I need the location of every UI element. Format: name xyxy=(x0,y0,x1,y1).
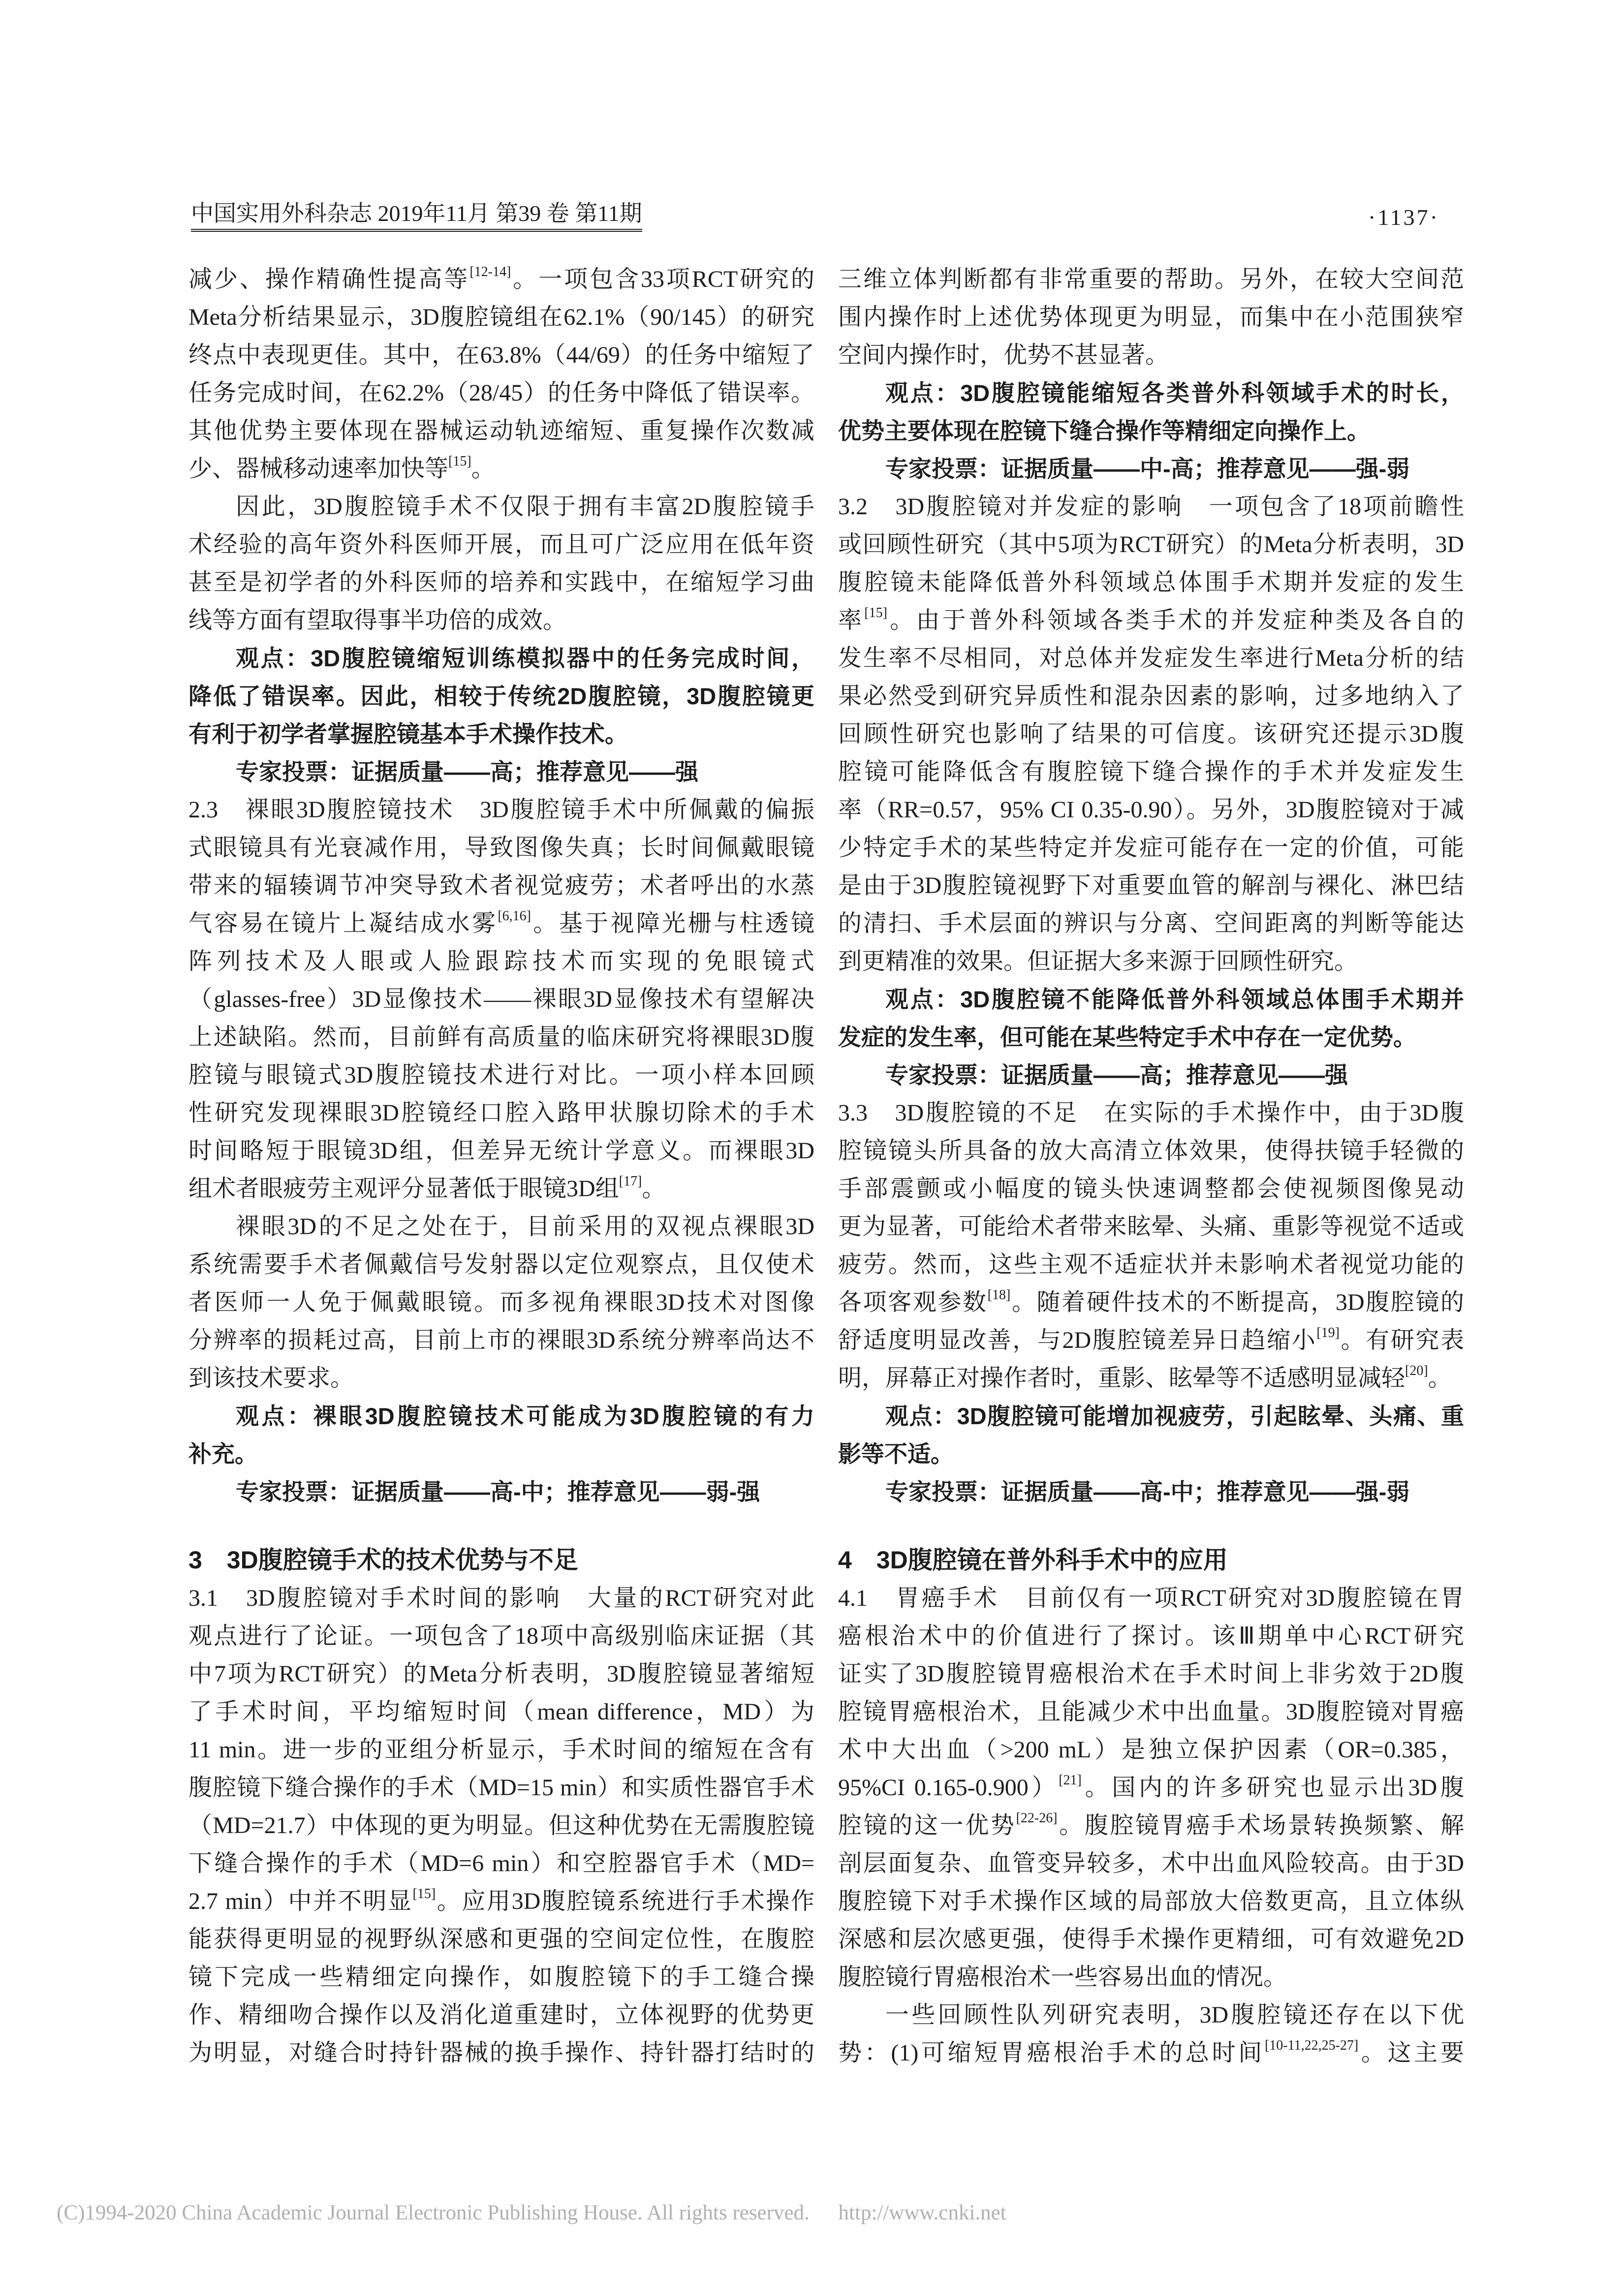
text-line: 腔镜与眼镜式3D腹腔镜技术进行对比。一项小样本回顾 xyxy=(188,1062,814,1088)
text-line: 分辨率的损耗过高，目前上市的裸眼3D系统分辨率尚达不 xyxy=(188,1327,814,1353)
text-line: 腔镜可能降低含有腹腔镜下缝合操作的手术并发症发生 xyxy=(838,759,1464,785)
text-line: 能获得更明显的视野纵深感和更强的空间定位性，在腹腔 xyxy=(188,1926,814,1952)
text-line: 腔镜镜头所具备的放大高清立体效果，使得扶镜手轻微的 xyxy=(838,1138,1464,1164)
text-line: 专家投票：证据质量——高；推荐意见——强 xyxy=(236,759,698,785)
text-line: 优势主要体现在腔镜下缝合操作等精细定向操作上。 xyxy=(838,418,1370,444)
text-line: 专家投票：证据质量——高；推荐意见——强 xyxy=(885,1062,1348,1088)
text-line: 到该技术要求。 xyxy=(188,1365,354,1391)
text-line: 各项客观参数[18]。随着硬件技术的不断提高，3D腹腔镜的 xyxy=(838,1287,1464,1315)
text-line: 带来的辐辏调节冲突导致术者视觉疲劳；术者呼出的水蒸 xyxy=(188,873,814,899)
text-line: 4.1 胃癌手术 目前仅有一项RCT研究对3D腹腔镜在胃 xyxy=(838,1585,1464,1611)
text-line: 甚至是初学者的外科医师的培养和实践中，在缩短学习曲 xyxy=(188,569,814,595)
text-line: 气容易在镜片上凝结成水雾[6,16]。基于视障光栅与柱透镜 xyxy=(188,908,814,936)
text-line: 观点：3D腹腔镜不能降低普外科领域总体围手术期并 xyxy=(885,986,1464,1012)
text-line: 腹腔镜下缝合操作的手术（MD=15 min）和实质性器官手术 xyxy=(188,1775,814,1801)
copyright-notice: (C)1994-2020 China Academic Journal Electronic Publishing House. All rights reserved. xyxy=(57,2201,810,2224)
text-line: 3.2 3D腹腔镜对并发症的影响 一项包含了18项前瞻性 xyxy=(838,494,1464,520)
text-line: 腔镜胃癌根治术，且能减少术中出血量。3D腹腔镜对胃癌 xyxy=(838,1699,1464,1725)
text-line: 中7项为RCT研究）的Meta分析表明，3D腹腔镜显著缩短 xyxy=(188,1661,814,1687)
text-line: 影等不适。 xyxy=(838,1441,954,1467)
text-line: 线等方面有望取得事半功倍的成效。 xyxy=(188,607,567,633)
text-line: 上述缺陷。然而，目前鲜有高质量的临床研究将裸眼3D腹 xyxy=(188,1024,814,1050)
text-line: 术中大出血（>200 mL）是独立保护因素（OR=0.385， xyxy=(838,1737,1464,1763)
text-line: 三维立体判断都有非常重要的帮助。另外，在较大空间范 xyxy=(838,266,1464,292)
text-line: 者医师一人免于佩戴眼镜。而多视角裸眼3D技术对图像 xyxy=(188,1289,814,1315)
text-line: Meta分析结果显示，3D腹腔镜组在62.1%（90/145）的研究 xyxy=(188,304,814,330)
text-line: 癌根治术中的价值进行了探讨。该Ⅲ期单中心RCT研究 xyxy=(838,1623,1464,1649)
text-line: 腹腔镜未能降低普外科领域总体围手术期并发症的发生 xyxy=(838,569,1464,595)
text-column-right xyxy=(838,260,1464,2072)
text-line: 术经验的高年资外科医师开展，而且可广泛应用在低年资 xyxy=(188,531,814,558)
text-line: 观点进行了论证。一项包含了18项中高级别临床证据（其 xyxy=(188,1623,814,1649)
text-line: 疲劳。然而，这些主观不适症状并未影响术者视觉功能的 xyxy=(838,1251,1464,1278)
text-line: 腔镜的这一优势[22-26]。腹腔镜胃癌手术场景转换频繁、解 xyxy=(838,1810,1464,1839)
text-column-left xyxy=(188,260,814,2072)
cnki-url: http://www.cnki.net xyxy=(838,2201,1006,2224)
text-line: 围内操作时上述优势体现更为明显，而集中在小范围狭窄 xyxy=(838,304,1464,330)
text-line: 空间内操作时，优势不甚显著。 xyxy=(838,342,1169,368)
text-line: 专家投票：证据质量——高-中；推荐意见——强-弱 xyxy=(885,1479,1410,1505)
text-line: 更为显著，可能给术者带来眩晕、头痛、重影等视觉不适或 xyxy=(838,1214,1464,1240)
text-line: 深感和层次感更强，使得手术操作更精细，可有效避免2D xyxy=(838,1926,1464,1952)
text-line: 性研究发现裸眼3D腔镜经口腔入路甲状腺切除术的手术 xyxy=(188,1100,814,1126)
text-line: 少特定手术的某些特定并发症可能存在一定的价值，可能 xyxy=(838,835,1464,861)
text-line: 2.7 min）中并不明显[15]。应用3D腹腔镜系统进行手术操作 xyxy=(188,1886,814,1914)
text-line: 专家投票：证据质量——中-高；推荐意见——强-弱 xyxy=(885,456,1410,482)
text-line: 观点：3D腹腔镜缩短训练模拟器中的任务完成时间， xyxy=(236,645,814,671)
text-line: 时间略短于眼镜3D组，但差异无统计学意义。而裸眼3D xyxy=(188,1138,814,1164)
text-line: 其他优势主要体现在器械运动轨迹缩短、重复操作次数减 xyxy=(188,418,814,444)
text-line: 式眼镜具有光衰减作用，导致图像失真；长时间佩戴眼镜 xyxy=(188,835,814,861)
text-line: 了手术时间，平均缩短时间（mean difference，MD）为 xyxy=(188,1699,814,1725)
text-line: 势：(1)可缩短胃癌根治手术的总时间[10-11,22,25-27]。这主要 xyxy=(838,2038,1464,2066)
text-line: 观点：3D腹腔镜可能增加视疲劳，引起眩晕、头痛、重 xyxy=(885,1403,1464,1429)
text-line: 作、精细吻合操作以及消化道重建时，立体视野的优势更 xyxy=(188,2002,814,2028)
text-line: 少、器械移动速率加快等[15]。 xyxy=(188,454,495,482)
text-line: 观点：3D腹腔镜能缩短各类普外科领域手术的时长， xyxy=(885,380,1464,406)
text-line: 发症的发生率，但可能在某些特定手术中存在一定优势。 xyxy=(838,1024,1416,1050)
text-line: 减少、操作精确性提高等[12-14]。一项包含33项RCT研究的 xyxy=(188,264,814,292)
text-line: 发生率不尽相同，对总体并发症发生率进行Meta分析的结 xyxy=(838,645,1464,671)
text-line: 2.3 裸眼3D腹腔镜技术 3D腹腔镜手术中所佩戴的偏振 xyxy=(188,797,814,823)
text-line: 下缝合操作的手术（MD=6 min）和空腔器官手术（MD= xyxy=(188,1850,814,1876)
text-line: 舒适度明显改善，与2D腹腔镜差异日趋缩小[19]。有研究表 xyxy=(838,1325,1464,1353)
section-heading: 4 3D腹腔镜在普外科手术中的应用 xyxy=(838,1546,1228,1574)
journal-info: 中国实用外科杂志 2019年11月 第39 卷 第11期 xyxy=(191,201,642,232)
text-line: 证实了3D腹腔镜胃癌根治术在手术时间上非劣效于2D腹 xyxy=(838,1661,1464,1687)
text-line: 腹腔镜下对手术操作区域的局部放大倍数更高，且立体纵 xyxy=(838,1888,1464,1914)
text-line: 明，屏幕正对操作者时，重影、眩晕等不适感明显减轻[20]。 xyxy=(838,1363,1452,1391)
text-line: 补充。 xyxy=(188,1441,258,1467)
text-line: （glasses-free）3D显像技术——裸眼3D显像技术有望解决 xyxy=(188,986,814,1012)
text-line: 终点中表现更佳。其中，在63.8%（44/69）的任务中缩短了 xyxy=(188,342,814,368)
text-line: 剖层面复杂、血管变异较多，术中出血风险较高。由于3D xyxy=(838,1850,1464,1876)
section-heading: 3 3D腹腔镜手术的技术优势与不足 xyxy=(188,1546,578,1574)
text-line: 或回顾性研究（其中5项为RCT研究）的Meta分析表明，3D xyxy=(838,531,1464,558)
text-line: 有利于初学者掌握腔镜基本手术操作技术。 xyxy=(188,721,628,747)
text-line: 裸眼3D的不足之处在于，目前采用的双视点裸眼3D xyxy=(236,1214,814,1240)
copyright-footer xyxy=(57,2201,1006,2225)
text-line: 因此，3D腹腔镜手术不仅限于拥有丰富2D腹腔镜手 xyxy=(236,494,814,520)
text-line: 的清扫、手术层面的辨识与分离、空间距离的判断等能达 xyxy=(838,910,1464,936)
text-line: 专家投票：证据质量——高-中；推荐意见——弱-强 xyxy=(236,1479,760,1505)
text-line: 3.3 3D腹腔镜的不足 在实际的手术操作中，由于3D腹 xyxy=(838,1100,1464,1126)
text-line: 镜下完成一些精细定向操作，如腹腔镜下的手工缝合操 xyxy=(188,1964,814,1990)
text-line: 果必然受到研究异质性和混杂因素的影响，过多地纳入了 xyxy=(838,683,1464,709)
text-line: 11 min。进一步的亚组分析显示，手术时间的缩短在含有 xyxy=(188,1737,814,1763)
text-line: 腹腔镜行胃癌根治术一些容易出血的情况。 xyxy=(838,1964,1287,1990)
text-line: 95%CI 0.165-0.900）[21]。国内的许多研究也显示出3D腹 xyxy=(838,1773,1464,1801)
text-line: 到更精准的效果。但证据大多来源于回顾性研究。 xyxy=(838,948,1358,974)
text-line: 任务完成时间，在62.2%（28/45）的任务中降低了错误率。 xyxy=(188,380,814,406)
text-line: 观点：裸眼3D腹腔镜技术可能成为3D腹腔镜的有力 xyxy=(236,1403,814,1429)
text-line: 为明显，对缝合时持针器械的换手操作、持针器打结时的 xyxy=(188,2040,814,2066)
text-line: 手部震颤或小幅度的镜头快速调整都会使视频图像晃动 xyxy=(838,1176,1464,1202)
text-line: 3.1 3D腹腔镜对手术时间的影响 大量的RCT研究对此 xyxy=(188,1585,814,1611)
text-line: 回顾性研究也影响了结果的可信度。该研究还提示3D腹 xyxy=(838,721,1464,747)
text-line: 组术者眼疲劳主观评分显著低于眼镜3D组[17]。 xyxy=(188,1174,666,1202)
text-line: 是由于3D腹腔镜视野下对重要血管的解剖与裸化、淋巴结 xyxy=(838,873,1464,899)
text-line: 率[15]。由于普外科领域各类手术的并发症种类及各自的 xyxy=(838,605,1464,633)
text-line: 降低了错误率。因此，相较于传统2D腹腔镜，3D腹腔镜更 xyxy=(188,683,814,709)
page-number: ·1137· xyxy=(1368,205,1439,230)
text-line: 率（RR=0.57，95% CI 0.35-0.90）。另外，3D腹腔镜对于减 xyxy=(838,797,1464,823)
text-line: 阵列技术及人眼或人脸跟踪技术而实现的免眼镜式 xyxy=(188,948,814,974)
text-line: （MD=21.7）中体现的更为明显。但这种优势在无需腹腔镜 xyxy=(188,1812,814,1839)
text-line: 一些回顾性队列研究表明，3D腹腔镜还存在以下优 xyxy=(885,2002,1464,2028)
text-line: 系统需要手术者佩戴信号发射器以定位观察点，且仅使术 xyxy=(188,1251,814,1278)
